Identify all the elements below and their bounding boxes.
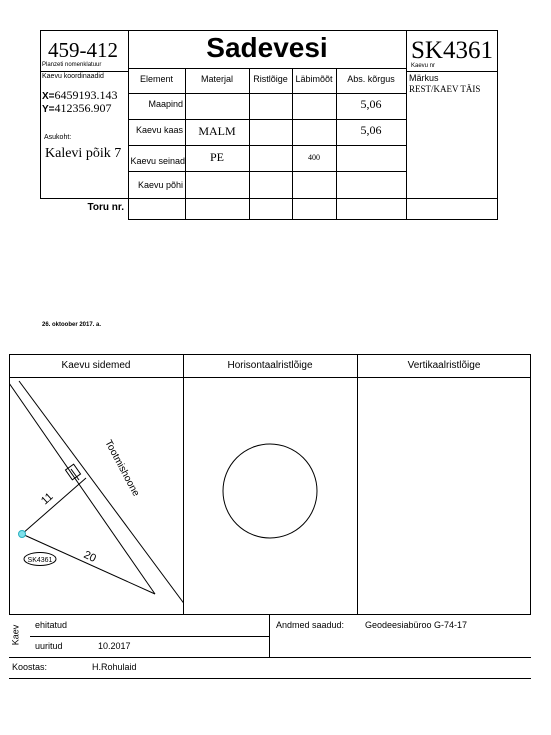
author-value: H.Rohulaid — [92, 662, 137, 672]
column-header-material: Materjal — [200, 74, 233, 84]
coordinate-y — [42, 99, 112, 117]
footer-side-label: Kaev — [10, 624, 21, 646]
data-source-value: Geodeesiabüroo G-74-17 — [365, 620, 468, 630]
coordinate-y-label: Y= — [42, 104, 55, 115]
dimension-label-long: 20 — [81, 548, 98, 565]
column-header-abs-height: Abs. kõrgus — [347, 74, 395, 84]
status-surveyed-date: 10.2017 — [98, 641, 131, 651]
nomenclature-number: 459-412 — [48, 38, 118, 62]
well-cross-section-circle — [223, 444, 317, 538]
well-number-label: Kaevu nr — [411, 63, 436, 69]
location-value: Kalevi põik 7 — [45, 146, 122, 161]
well-marker-icon — [19, 531, 26, 538]
location-label: Asukoht: — [44, 134, 72, 141]
row-element-bottom: Kaevu põhi — [137, 180, 183, 190]
connection-line-long — [22, 534, 155, 594]
section-title-connections: Kaevu sidemed — [61, 360, 131, 371]
column-header-cross-section: Ristlõige — [253, 74, 288, 84]
building-label: Tootmishoone — [102, 438, 142, 499]
page-title: Sadevesi — [206, 32, 328, 63]
column-header-element: Element — [139, 74, 174, 84]
remarks-label: Märkus — [409, 73, 439, 83]
connection-line-short — [22, 478, 86, 534]
column-header-diameter: Läbimõõt — [295, 74, 333, 84]
status-surveyed: uuritud — [35, 641, 63, 651]
horizontal-cross-section — [183, 377, 357, 614]
row-element-lid: Kaevu kaas — [135, 125, 183, 135]
nomenclature-label: Planzeti nomenklatuur — [42, 62, 102, 68]
coordinate-x-label: X= — [42, 91, 55, 102]
well-number: SK4361 — [411, 37, 493, 64]
document-date: 26. oktoober 2017. a. — [42, 322, 102, 328]
row-material-walls: PE — [209, 150, 224, 164]
pipe-number-label: Toru nr. — [87, 202, 124, 213]
remarks-value: REST/KAEV TÄIS — [409, 84, 481, 94]
author-label: Koostas: — [12, 662, 48, 672]
connections-sketch — [9, 377, 183, 614]
data-source-label: Andmed saadud: — [276, 620, 345, 630]
coordinates-label: Kaevu koordinaadid — [42, 73, 104, 80]
section-title-horizontal: Horisontaalristlõige — [227, 360, 313, 371]
coordinate-x-value: 6459193.143 — [54, 88, 118, 102]
row-element-walls: Kaevu seinad — [130, 156, 185, 166]
section-title-vertical: Vertikaalristlõige — [407, 360, 481, 371]
row-material-lid: MALM — [198, 124, 236, 138]
dimension-label-short: 11 — [38, 490, 56, 508]
row-height-ground: 5,06 — [360, 97, 382, 111]
coordinate-y-value: 412356.907 — [54, 101, 112, 115]
row-height-lid: 5,06 — [360, 123, 382, 137]
row-diameter-walls: 400 — [308, 153, 320, 162]
row-element-ground: Maapind — [148, 99, 183, 109]
well-tag-label: SK4361 — [27, 557, 53, 564]
status-built: ehitatud — [35, 620, 68, 630]
